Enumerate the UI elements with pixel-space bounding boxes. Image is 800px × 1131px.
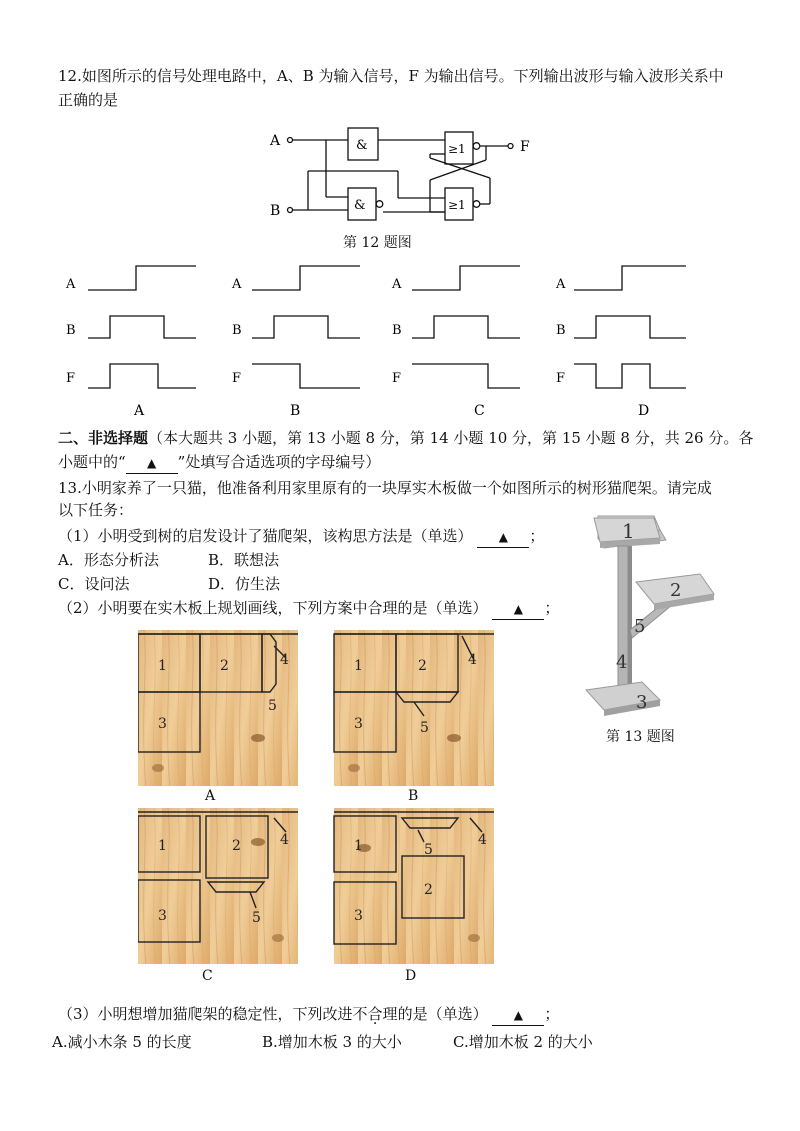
q12-figure-caption: 第 12 题图 [343,235,412,251]
wood-board-plans [138,630,498,966]
cat-tree-label-1: 1 [622,519,635,543]
section2-heading-rest: （本大题共 3 小题，第 13 小题 8 分，第 14 小题 10 分，第 15 小题 8 分，共 26 分。各 [148,429,754,447]
plan-b-piece-4: 4 [468,652,477,668]
plan-d-piece-3: 3 [354,908,363,924]
plan-option-b[interactable]: B [408,788,419,804]
wave-d-signal-b [574,316,686,338]
q13-part1-option-d[interactable]: D．仿生法 [208,575,281,593]
q12-circuit-diagram [250,118,550,228]
cat-tree-label-3: 3 [636,692,648,713]
q13-intro-line2: 以下任务： [58,501,134,519]
wave-b-label-a: A [232,277,242,292]
wave-a-signal-a [88,266,196,290]
q13-part3-emphasis: 不合理 [352,1005,398,1023]
plan-c-piece-3: 3 [158,908,167,924]
section2-instruction-line [58,452,380,474]
wave-b-signal-a [252,266,360,290]
q12-option-a[interactable]: A [134,403,145,418]
q13-part2: （2）小明要在实木板上规划画线，下列方案中合理的是（单选） ▲ ； [58,598,559,620]
plan-a-piece-1: 1 [158,658,167,674]
section2-instruction-post: ”处填写合适选项的字母编号） [177,453,381,471]
q13-part3-option-a[interactable]: A.减小木条 5 的长度 [52,1033,192,1051]
wave-d-label-f: F [556,371,566,386]
plan-c-piece-2: 2 [232,838,241,854]
and-gate-1-symbol: & [356,138,368,153]
q13-part3-answer-blank[interactable]: ▲ [492,1004,544,1026]
q13-intro-line1: 13.小明家养了一只猫，他准备利用家里原有的一块厚实木板做一个如图所示的树形猫爬架。请完成 [58,479,712,497]
q13-part3-option-c[interactable]: C.增加木板 2 的大小 [453,1033,593,1051]
section2-heading-line [58,428,753,448]
q13-figure-caption: 第 13 题图 [606,729,675,745]
plan-c-board [138,808,298,964]
wave-d-signal-a [574,266,686,290]
cat-tree-label-5: 5 [634,616,646,637]
q13-part1-text: （1）小明受到树的启发设计了猫爬架，该构思方法是（单选） [58,527,473,545]
wave-a-label-f: F [66,371,76,386]
q12-option-c[interactable]: C [474,403,485,418]
plan-b-piece-5: 5 [420,720,429,736]
output-f-label: F [520,139,530,155]
q12-option-b[interactable]: B [290,403,301,418]
plan-c-piece-4: 4 [280,832,289,848]
section2-heading: 二、非选择题 [58,429,149,447]
wave-c-signal-f [412,364,520,388]
wave-b-signal-b [252,316,360,338]
q13-part1-option-c[interactable]: C．设问法 [58,575,130,593]
plan-option-c[interactable]: C [202,968,213,984]
plan-a-piece-2: 2 [220,658,229,674]
q12-text-line1: 12.如图所示的信号处理电路中，A、B 为输入信号，F 为输出信号。下列输出波形与输入波形关系中 [58,67,724,85]
q13-part3-text-pre: （3）小明想增加猫爬架的稳定性，下列改进 [58,1005,353,1023]
wave-b-label-b: B [232,323,242,338]
q13-part3-option-b[interactable]: B.增加木板 3 的大小 [262,1033,402,1051]
input-a-terminal [288,138,293,143]
q13-part1-answer-blank[interactable]: ▲ [477,526,529,548]
output-f-terminal [508,144,513,149]
q13-part2-text: （2）小明要在实木板上规划画线，下列方案中合理的是（单选） [58,599,488,617]
wave-b-signal-f [252,364,360,388]
wave-c-label-a: A [392,277,402,292]
q13-part3: （3）小明想增加猫爬架的稳定性，下列改进不合理的是（单选） ▲ ； [58,1004,559,1026]
plan-a-piece-3: 3 [158,716,167,732]
wave-a-label-a: A [66,277,76,292]
wave-d-label-b: B [556,323,566,338]
input-b-label: B [270,203,281,219]
plan-b-piece-3: 3 [354,716,363,732]
plan-d-piece-4: 4 [478,832,487,848]
q13-part1: （1）小明受到树的启发设计了猫爬架，该构思方法是（单选） ▲ ； [58,526,544,548]
plan-a-piece-4: 4 [280,652,289,668]
wave-b-label-f: F [232,371,242,386]
q13-part1-option-a[interactable]: A．形态分析法 [58,551,159,569]
plan-c-piece-5: 5 [252,910,261,926]
and-gate-2-symbol: & [354,198,366,213]
wave-a-signal-b [88,316,196,338]
plan-c-piece-1: 1 [158,838,167,854]
plan-d-piece-2: 2 [424,882,433,898]
wave-c-signal-b [412,316,520,338]
plan-d-piece-5: 5 [424,842,433,858]
wave-a-label-b: B [66,323,76,338]
plan-d-board [334,808,494,964]
wave-d-label-a: A [556,277,566,292]
cat-tree-label-2: 2 [670,580,682,601]
q12-option-d[interactable]: D [638,403,650,418]
wave-c-label-f: F [392,371,402,386]
q12-waveform-options [60,258,740,418]
input-a-label: A [270,133,281,149]
input-b-terminal [288,208,293,213]
wave-a-signal-f [88,364,196,388]
plan-option-d[interactable]: D [405,968,417,984]
nor-gate-1-symbol: ≥1 [448,142,466,156]
q13-part3-text-post: 的是（单选） [397,1005,488,1023]
plan-b-piece-2: 2 [418,658,427,674]
q13-part2-answer-blank[interactable]: ▲ [492,598,544,620]
plan-a-piece-5: 5 [268,698,277,714]
cat-tree-figure [580,512,740,722]
wave-d-signal-f [574,364,686,388]
wave-c-label-b: B [392,323,402,338]
nor-gate-2-symbol: ≥1 [448,198,466,212]
q12-text-line2: 正确的是 [58,91,119,109]
plan-b-piece-1: 1 [354,658,363,674]
cat-tree-label-4: 4 [616,652,628,673]
section2-instruction-pre: 小题中的“ [58,453,126,471]
q13-part1-option-b[interactable]: B．联想法 [208,551,280,569]
section2-instruction-blank: ▲ [126,452,178,474]
wave-c-signal-a [412,266,520,290]
plan-option-a[interactable]: A [205,788,216,804]
plan-d-piece-1: 1 [354,838,363,854]
